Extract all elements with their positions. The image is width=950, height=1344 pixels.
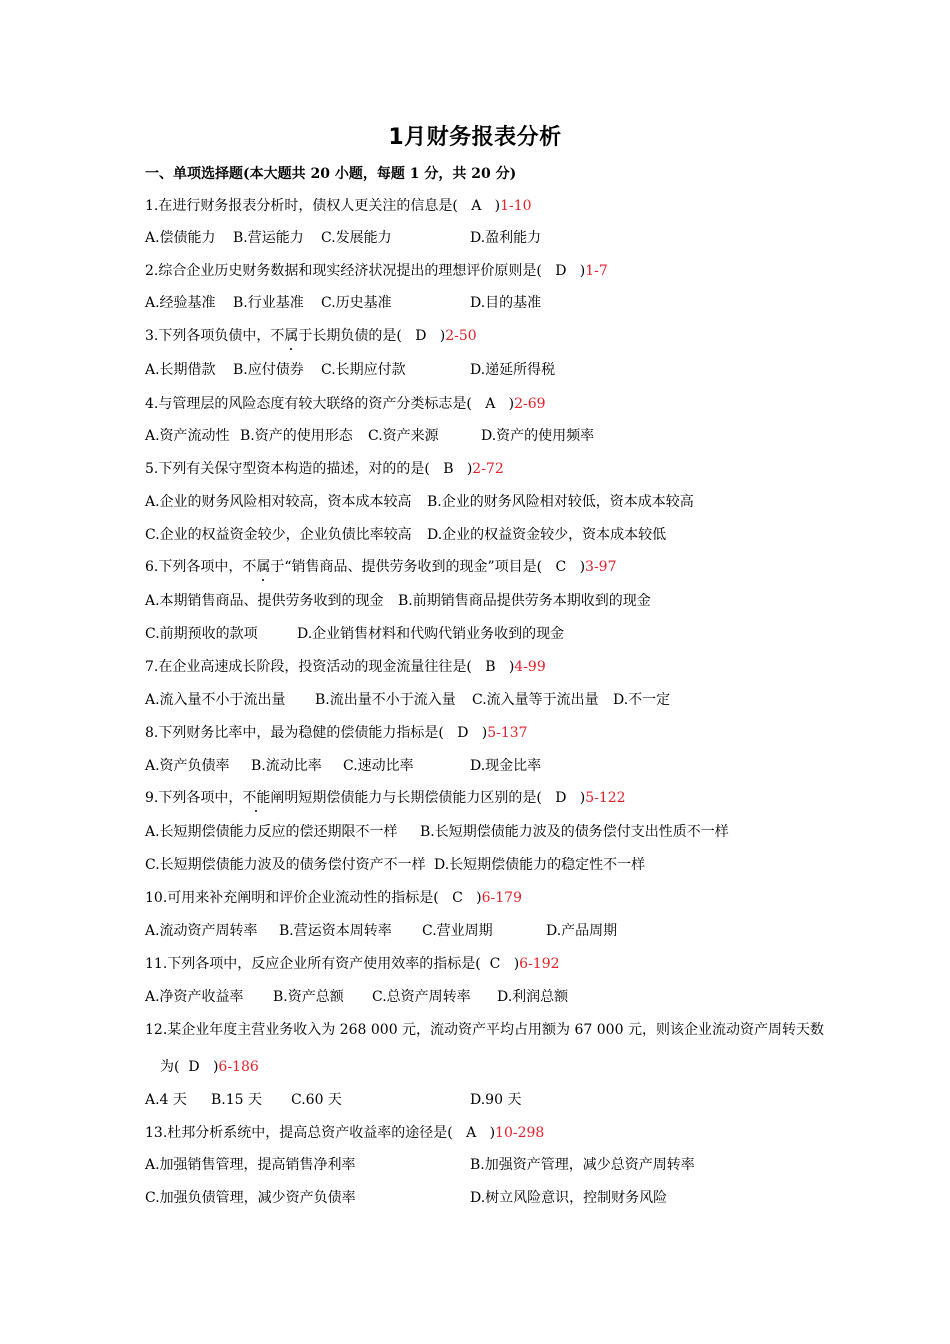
page-reference: 2-50 (445, 328, 477, 344)
page-reference: 6-179 (481, 890, 522, 906)
option-b: B.营运资本周转率 (279, 923, 392, 939)
question-1-options (145, 229, 845, 247)
question-7-stem: 7.在企业高速成长阶段，投资活动的现金流量往往是( B )4-99 (145, 659, 546, 675)
question-number: 1. (145, 198, 159, 214)
option-d: D.90 天 (470, 1092, 522, 1108)
emphasis-text: 不属于 (242, 559, 285, 575)
answer: B (485, 659, 496, 675)
option-c: C.流入量等于流出量 (472, 692, 599, 708)
option-b: B.资产总额 (273, 989, 344, 1005)
option-a: A.偿债能力 (145, 230, 216, 246)
option-a: A.经验基准 (145, 295, 216, 311)
question-10-options (145, 922, 845, 940)
emphasis-text: 不能 (242, 790, 271, 806)
question-9-options-row2 (145, 856, 845, 874)
page-reference: 5-122 (585, 790, 626, 806)
option-d: D.利润总额 (497, 989, 569, 1005)
option-c: C.长期应付款 (321, 362, 406, 378)
option-c: C.前期预收的款项 (145, 626, 258, 642)
answer: D (555, 790, 567, 806)
question-9-stem: 9.下列各项中，不能阐明短期偿债能力与长期偿债能力区别的是( D )5-122 (145, 790, 626, 806)
question-number: 4. (145, 396, 159, 412)
option-c: C.发展能力 (321, 230, 392, 246)
page-reference: 2-69 (514, 396, 546, 412)
option-c: C.长短期偿债能力波及的债务偿付资产不一样 (145, 857, 426, 873)
answer: A (471, 198, 482, 214)
page-reference: 6-192 (519, 956, 560, 972)
page-reference: 6-186 (218, 1059, 259, 1075)
option-b: B.流出量不小于流入量 (315, 692, 456, 708)
option-d: D.树立风险意识，控制财务风险 (470, 1190, 668, 1206)
question-10-stem: 10.可用来补充阐明和评价企业流动性的指标是( C )6-179 (145, 890, 522, 906)
option-a: A.加强销售管理，提高销售净利率 (145, 1157, 356, 1173)
option-b: B.营运能力 (233, 230, 304, 246)
page-reference: 5-137 (487, 725, 528, 741)
option-c: C.总资产周转率 (372, 989, 471, 1005)
section-heading: 一、单项选择题(本大题共 20 小题，每题 1 分，共 20 分) (145, 166, 517, 182)
answer: C (452, 890, 463, 906)
option-a: A.长短期偿债能力反应的偿还期限不一样 (145, 824, 398, 840)
option-a: A.企业的财务风险相对较高，资本成本较高 (145, 494, 412, 510)
question-2-stem: 2.综合企业历史财务数据和现实经济状况提出的理想评价原则是( D )1-7 (145, 263, 608, 279)
page-reference: 2-72 (472, 461, 504, 477)
option-a: A.长期借款 (145, 362, 216, 378)
option-a: A.流动资产周转率 (145, 923, 258, 939)
question-number: 2. (145, 263, 159, 279)
answer: C (555, 559, 567, 575)
page-reference: 1-7 (585, 263, 608, 279)
question-7-options (145, 691, 845, 709)
option-c: C.营业周期 (422, 923, 493, 939)
question-12-stem: 12.某企业年度主营业务收入为 268 000 元，流动资产平均占用额为 67 000 元，则该企业流动资产周转天数 (145, 1022, 824, 1038)
question-13-stem: 13.杜邦分析系统中，提高总资产收益率的途径是( A )10-298 (145, 1125, 545, 1141)
question-number: 8. (145, 725, 159, 741)
page-reference: 4-99 (514, 659, 546, 675)
option-a: A.4 天 (145, 1092, 187, 1108)
question-number: 7. (145, 659, 159, 675)
question-9-options-row1 (145, 823, 845, 841)
question-number: 3. (145, 328, 159, 344)
option-a: A.流入量不小于流出量 (145, 692, 286, 708)
question-12-options (145, 1091, 845, 1109)
answer: D (188, 1059, 200, 1075)
option-b: B.长短期偿债能力波及的债务偿付支出性质不一样 (420, 824, 729, 840)
option-c: C.加强负债管理，减少资产负债率 (145, 1190, 356, 1206)
question-number: 13. (145, 1125, 168, 1141)
question-8-options (145, 757, 845, 775)
option-b: B.15 天 (211, 1092, 263, 1108)
question-13-options-row1 (145, 1156, 845, 1174)
option-d: D.资产的使用频率 (481, 428, 595, 444)
option-a: A.本期销售商品、提供劳务收到的现金 (145, 593, 384, 609)
answer: D (555, 263, 567, 279)
answer: A (466, 1125, 477, 1141)
option-d: D.目的基准 (470, 295, 542, 311)
question-6-stem: 6.下列各项中，不属于“销售商品、提供劳务收到的现金”项目是( C )3-97 (145, 559, 617, 575)
question-11-stem: 11.下列各项中，反应企业所有资产使用效率的指标是( C )6-192 (145, 956, 560, 972)
option-d: D.产品周期 (546, 923, 618, 939)
option-d: D.企业销售材料和代购代销业务收到的现金 (297, 626, 565, 642)
option-b: B.企业的财务风险相对较低，资本成本较高 (427, 494, 694, 510)
question-6-options-row2 (145, 625, 845, 643)
option-d: D.企业的权益资金较少，资本成本较低 (427, 527, 667, 543)
page-reference: 3-97 (585, 559, 617, 575)
question-4-stem: 4.与管理层的风险态度有较大联络的资产分类标志是( A )2-69 (145, 396, 546, 412)
question-8-stem: 8.下列财务比率中，最为稳健的偿债能力指标是( D )5-137 (145, 725, 528, 741)
question-13-options-row2 (145, 1189, 845, 1207)
question-5-stem: 5.下列有关保守型资本构造的描述，对的的是( B )2-72 (145, 461, 504, 477)
page-reference: 10-298 (495, 1125, 545, 1141)
question-number: 5. (145, 461, 159, 477)
option-c: C.资产来源 (368, 428, 439, 444)
option-b: B.加强资产管理，减少总资产周转率 (470, 1157, 695, 1173)
option-a: A.净资产收益率 (145, 989, 244, 1005)
question-number: 12. (145, 1022, 168, 1038)
answer: D (415, 328, 427, 344)
option-c: C.企业的权益资金较少，企业负债比率较高 (145, 527, 412, 543)
option-c: C.历史基准 (321, 295, 392, 311)
question-number: 11. (145, 956, 168, 972)
option-d: D.递延所得税 (470, 362, 556, 378)
option-c: C.60 天 (291, 1092, 342, 1108)
question-number: 6. (145, 559, 159, 575)
page-title: 1月财务报表分析 (388, 125, 562, 150)
option-d: D.现金比率 (470, 758, 542, 774)
question-1-stem: 1.在进行财务报表分析时，债权人更关注的信息是( A )1-10 (145, 198, 532, 214)
option-a: A.资产流动性 (145, 428, 230, 444)
option-d: D.长短期偿债能力的稳定性不一样 (434, 857, 646, 873)
page-reference: 1-10 (500, 198, 532, 214)
answer: B (443, 461, 454, 477)
question-2-options (145, 294, 845, 312)
emphasis-text: 不属于 (270, 328, 313, 344)
option-d: D.不一定 (613, 692, 671, 708)
option-b: B.资产的使用形态 (240, 428, 353, 444)
option-c: C.速动比率 (343, 758, 414, 774)
option-b: B.前期销售商品提供劳务本期收到的现金 (398, 593, 651, 609)
option-a: A.资产负债率 (145, 758, 230, 774)
option-b: B.行业基准 (233, 295, 304, 311)
answer: C (489, 956, 501, 972)
question-3-stem: 3.下列各项负债中，不属于长期负债的是( D )2-50 (145, 328, 477, 344)
question-4-options (145, 427, 845, 445)
option-d: D.盈利能力 (470, 230, 542, 246)
question-5-options-row2 (145, 526, 845, 544)
question-3-options (145, 361, 845, 379)
question-number: 9. (145, 790, 159, 806)
question-6-options-row1 (145, 592, 845, 610)
option-b: B.流动比率 (251, 758, 322, 774)
option-b: B.应付债券 (233, 362, 304, 378)
question-5-options-row1 (145, 493, 845, 511)
question-number: 10. (145, 890, 168, 906)
question-11-options (145, 988, 845, 1006)
answer: D (457, 725, 469, 741)
question-12-stem-continued: 为( D )6-186 (160, 1059, 259, 1075)
answer: A (485, 396, 496, 412)
